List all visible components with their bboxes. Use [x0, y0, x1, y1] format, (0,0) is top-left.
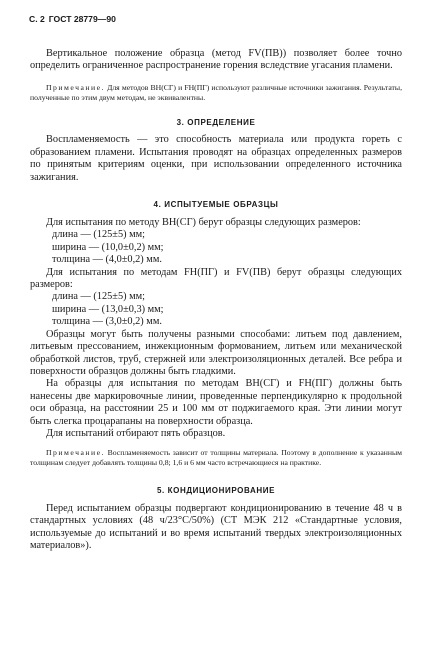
bh-intro: Для испытания по методу ВН(СГ) берут образцы следующих размеров:	[46, 217, 361, 229]
section-4-title: 4. ИСПЫТУЕМЫЕ ОБРАЗЦЫ	[153, 200, 279, 210]
standard-code: ГОСТ 28779—90	[48, 14, 116, 24]
document-page	[30, 14, 402, 553]
bh-thickness: толщина — (4,0±0,2) мм.	[52, 254, 162, 266]
bh-width: ширина — (10,0±0,2) мм;	[52, 241, 164, 253]
note-text: Для методов ВН(СГ) и FH(ПГ) используют различные источники зажигания. Результаты, полученные по этим двум методам, не эквивалентны.	[30, 82, 402, 102]
page-number: С. 2	[29, 14, 45, 24]
section-3-title: 3. ОПРЕДЕЛЕНИЕ	[176, 118, 256, 128]
fh-width: ширина — (13,0±0,3) мм;	[52, 303, 164, 315]
section-3-text: Воспламеняемость — это способность материала или продукта гореть с образованием пламени. Испытания проводят на образцах определенных размеров по принятым критериям оценки, при использовании определенного источника зажигания.	[30, 134, 402, 183]
bh-length: длина — (125±5) мм;	[52, 229, 145, 241]
fh-length: длина — (125±5) мм;	[52, 291, 145, 303]
methods-paragraph: Образцы могут быть получены разными способами: литьем под давлением, литьевым прессованием, инжекционным формованием, литьем или механической обработкой листов, труб, стержней или электроизоляционных деталей. Все ребра и поверхности образцов должны быть гладкими.	[30, 328, 402, 377]
section-4-note	[30, 448, 402, 468]
fh-intro: Для испытания по методам FH(ПГ) и FV(ПВ) берут образцы следующих размеров:	[30, 266, 402, 291]
section-5-title: 5. КОНДИЦИОНИРОВАНИЕ	[156, 485, 276, 495]
section-5-text: Перед испытанием образцы подвергают кондиционированию в течение 48 ч в стандартных условиях (48 ч/23°C/50%) (СТ МЭК 212 «Стандартные условия, используемые до испытаний и во время испытаний твердых электроизоляционных материалов»).	[30, 502, 402, 552]
intro-note	[30, 83, 402, 103]
page-header	[29, 14, 402, 26]
intro-paragraph: Вертикальное положение образца (метод FV(ПВ)) позволяет более точно определить ограниченное распространение горения вследствие угасания пламени.	[30, 48, 402, 72]
note-label: Примечание.	[46, 448, 105, 458]
fh-thickness: толщина — (3,0±0,2) мм.	[52, 316, 162, 328]
marks-paragraph: На образцы для испытания по методам ВН(СГ) и FH(ПГ) должны быть нанесены две маркировочные линии, проведенные перпендикулярно к продольной оси образца, на расстоянии 25 и 100 мм от поджигаемого края. Эти линии могут быть слегка процарапаны на поверхности образца.	[30, 378, 402, 427]
note-label: Примечание.	[46, 82, 105, 92]
note-text: Воспламеняемость зависит от толщины материала. Поэтому в дополнение к указанным толщинам следует добавлять толщины 0,8; 1,6 и 6 мм часто встречающиеся на практике.	[30, 448, 402, 468]
count-paragraph: Для испытаний отбирают пять образцов.	[46, 427, 226, 439]
